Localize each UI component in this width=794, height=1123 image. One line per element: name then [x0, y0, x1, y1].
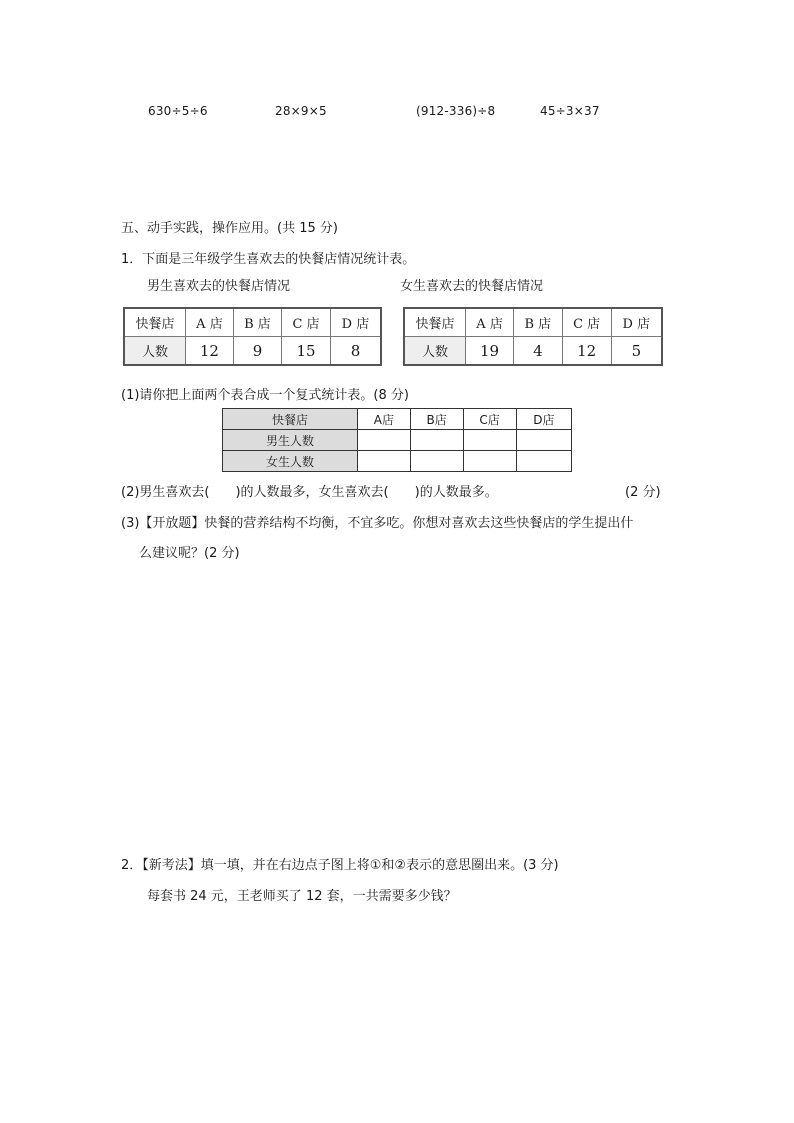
table-cell: 19: [466, 337, 514, 366]
question-1-stem: 1．下面是三年级学生喜欢去的快餐店情况统计表。: [121, 252, 416, 267]
boys-table-caption: 男生喜欢去的快餐店情况: [147, 279, 291, 294]
section-heading: 五、动手实践，操作应用。(共 15 分): [121, 221, 338, 236]
sub-question-3-line-2: 么建议呢？(2 分): [139, 546, 240, 561]
answer-cell[interactable]: [516, 430, 571, 451]
sub-question-2: (2)男生喜欢去( )的人数最多，女生喜欢去( )的人数最多。: [121, 485, 498, 500]
table-cell: 12: [562, 337, 611, 366]
table-cell: D 店: [330, 308, 381, 337]
table-cell: 12: [186, 337, 234, 366]
combined-stat-table: [222, 408, 572, 472]
table-cell: 人数: [124, 337, 186, 366]
calc-expression-1: 630÷5÷6: [148, 104, 208, 118]
answer-cell[interactable]: [516, 451, 571, 472]
calc-expression-3: (912-336)÷8: [416, 104, 496, 118]
table-cell: D店: [516, 409, 571, 430]
table-cell: A 店: [466, 308, 514, 337]
table-cell: 9: [233, 337, 281, 366]
table-cell: B 店: [233, 308, 281, 337]
question-2-problem: 每套书 24 元，王老师买了 12 套，一共需要多少钱？: [147, 889, 457, 904]
question-2-stem: 2．【新考法】填一填，并在右边点子图上将①和②表示的意思圈出来。(3 分): [121, 858, 559, 873]
table-cell: D 店: [611, 308, 662, 337]
boys-stat-table: [123, 307, 382, 366]
answer-cell[interactable]: [463, 451, 516, 472]
table-cell: C 店: [562, 308, 611, 337]
girls-table-caption: 女生喜欢去的快餐店情况: [400, 279, 544, 294]
sub-question-1: (1)请你把上面两个表合成一个复式统计表。(8 分): [121, 388, 409, 403]
table-cell: 快餐店: [223, 409, 358, 430]
table-cell: 快餐店: [124, 308, 186, 337]
girls-stat-table: [403, 307, 663, 366]
sub-question-3-line-1: (3)【开放题】快餐的营养结构不均衡，不宜多吃。你想对喜欢去这些快餐店的学生提出什: [121, 516, 634, 531]
answer-cell[interactable]: [358, 430, 411, 451]
calc-expression-4: 45÷3×37: [540, 104, 600, 118]
table-cell: 人数: [404, 337, 466, 366]
table-cell: 4: [514, 337, 562, 366]
table-cell: A 店: [186, 308, 234, 337]
answer-cell[interactable]: [410, 451, 463, 472]
table-cell: 5: [611, 337, 662, 366]
table-cell: C 店: [282, 308, 331, 337]
table-cell: 15: [282, 337, 331, 366]
table-cell: 女生人数: [223, 451, 358, 472]
answer-cell[interactable]: [358, 451, 411, 472]
answer-cell[interactable]: [410, 430, 463, 451]
table-cell: C店: [463, 409, 516, 430]
sub-question-2-score: (2 分): [625, 485, 661, 500]
answer-cell[interactable]: [463, 430, 516, 451]
table-cell: 男生人数: [223, 430, 358, 451]
table-cell: B店: [410, 409, 463, 430]
table-cell: B 店: [514, 308, 562, 337]
calc-expression-2: 28×9×5: [275, 104, 327, 118]
table-cell: 8: [330, 337, 381, 366]
table-cell: 快餐店: [404, 308, 466, 337]
table-cell: A店: [358, 409, 411, 430]
